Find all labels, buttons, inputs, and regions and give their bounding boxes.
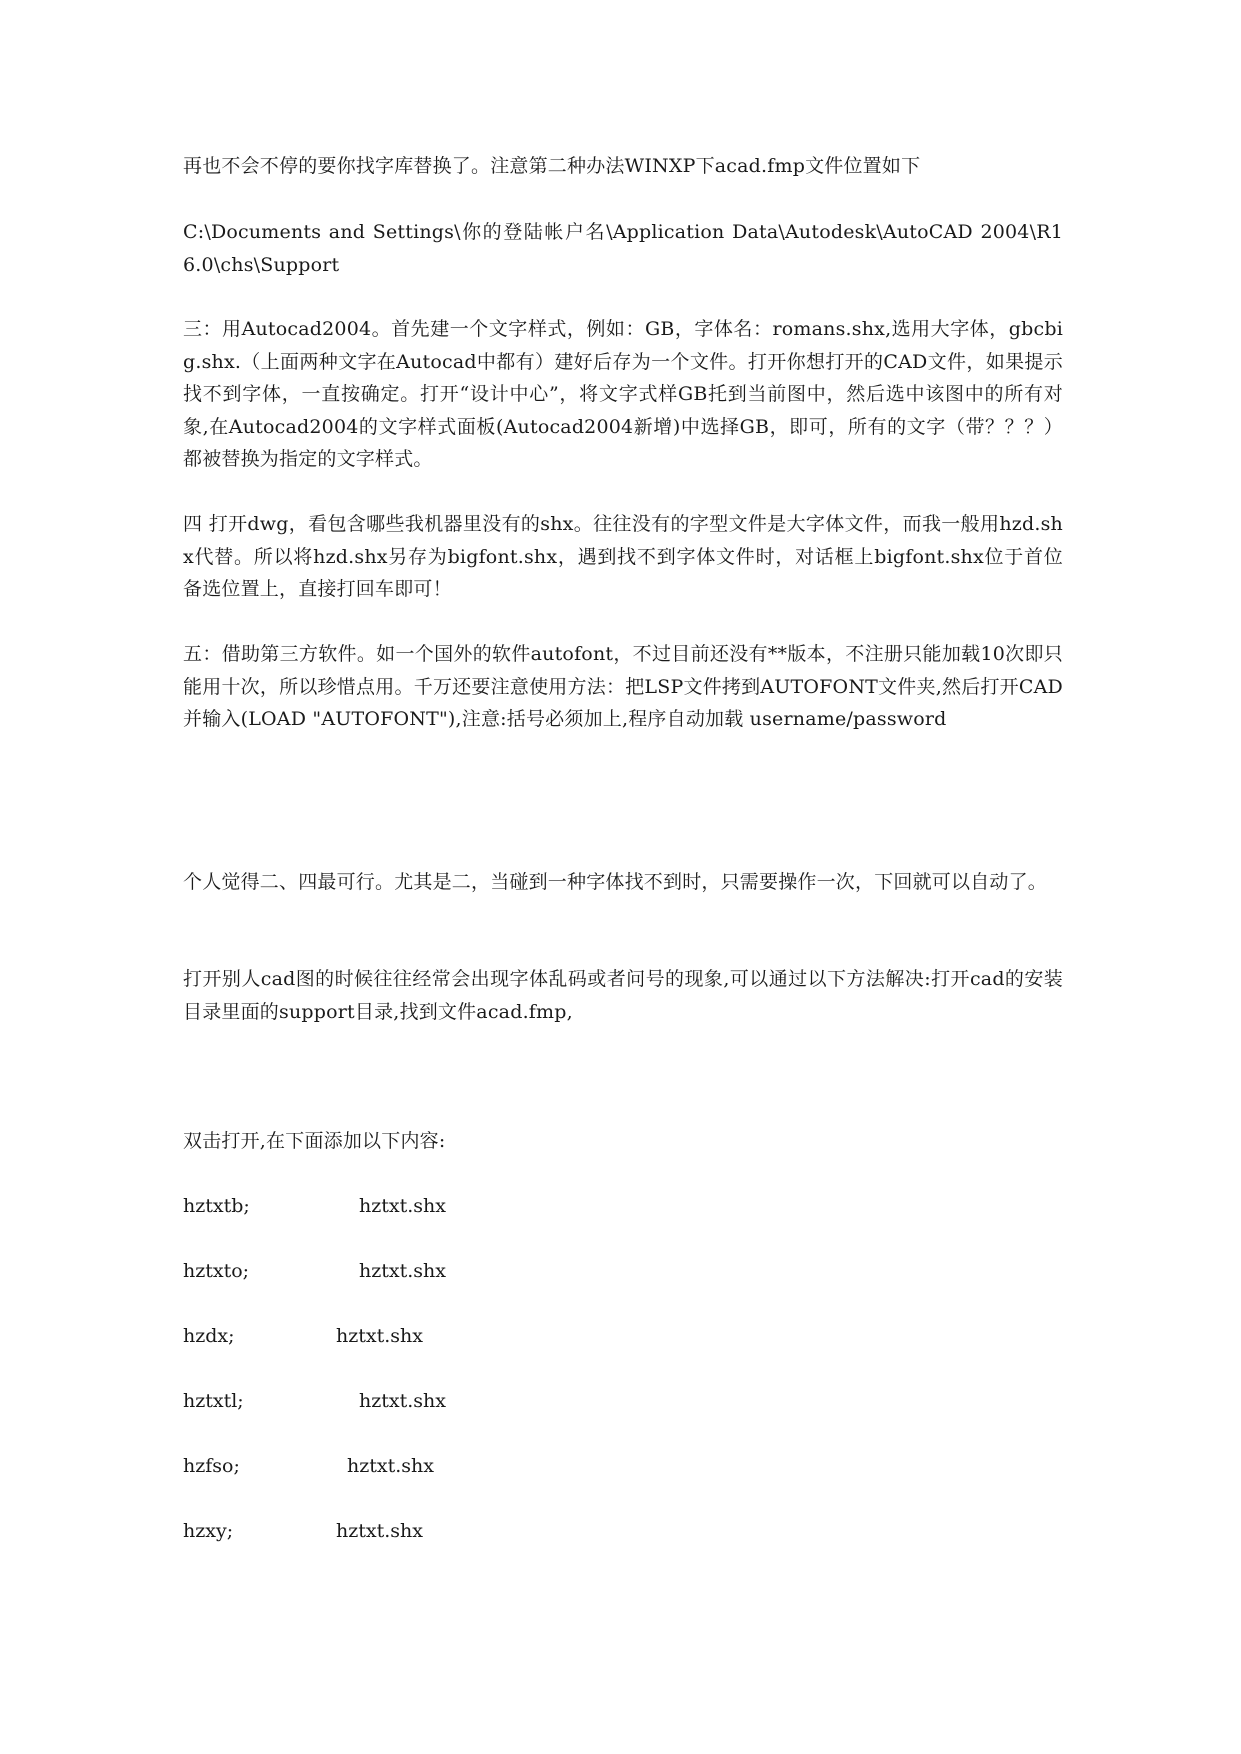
paragraph-method-three: 三：用Autocad2004。首先建一个文字样式，例如：GB，字体名：romans.shx,选用大字体，gbcbig.shx.（上面两种文字在Autocad中都有）建好后存为一个文件。打开你想打开的CAD文件，如果提示找不到字体，一直按确定。打开“设计中心”，将文字式样GB托到当前图中，然后选中该图中的所有对象,在Autocad2004的文字样式面板(Autocad2004新增)中选择GB，即可，所有的文字（带？？？）都被替换为指定的文字样式。 — [183, 318, 1063, 470]
paragraph-fmp-path: C:\Documents and Settings\你的登陆帐户名\Application Data\Autodesk\AutoCAD 2004\R16.0\chs\Support — [183, 221, 1063, 276]
mapping-key: hztxtb; — [183, 1195, 250, 1217]
mapping-value: hztxt.shx — [359, 1195, 446, 1217]
mapping-value: hztxt.shx — [359, 1260, 446, 1282]
mapping-value: hztxt.shx — [359, 1390, 446, 1412]
paragraph-personal-opinion: 个人觉得二、四最可行。尤其是二，当碰到一种字体找不到时，只需要操作一次，下回就可以自动了。 — [183, 871, 1048, 893]
paragraph-fmp-location-intro: 再也不会不停的要你找字库替换了。注意第二种办法WINXP下acad.fmp文件位置如下 — [183, 155, 921, 177]
mapping-key: hzfso; — [183, 1455, 240, 1477]
paragraph-method-four: 四 打开dwg，看包含哪些我机器里没有的shx。往往没有的字型文件是大字体文件，而我一般用hzd.shx代替。所以将hzd.shx另存为bigfont.shx，遇到找不到字体文件时，对话框上bigfont.shx位于首位备选位置上，直接打回车即可！ — [183, 513, 1063, 600]
mapping-value: hztxt.shx — [336, 1520, 423, 1542]
font-mapping-line — [183, 1515, 423, 1547]
paragraph-add-content: 双击打开,在下面添加以下内容: — [183, 1130, 446, 1152]
mapping-key: hztxto; — [183, 1260, 250, 1282]
mapping-key: hzdx; — [183, 1325, 235, 1347]
mapping-key: hztxtl; — [183, 1390, 244, 1412]
font-mapping-line — [183, 1190, 446, 1222]
mapping-value: hztxt.shx — [347, 1455, 434, 1477]
mapping-key: hzxy; — [183, 1520, 234, 1542]
paragraph-method-five: 五：借助第三方软件。如一个国外的软件autofont，不过目前还没有**版本，不注册只能加载10次即只能用十次，所以珍惜点用。千万还要注意使用方法：把LSP文件拷到AUTOFONT文件夹,然后打开CAD并输入(LOAD "AUTOFONT"),注意:括号必须加上,程序自动加载 username/password — [183, 643, 1063, 730]
font-mapping-line — [183, 1320, 423, 1352]
mapping-value: hztxt.shx — [336, 1325, 423, 1347]
font-mapping-line — [183, 1255, 446, 1287]
font-mapping-line — [183, 1450, 434, 1482]
font-mapping-line — [183, 1385, 446, 1417]
paragraph-open-fmp-instructions: 打开别人cad图的时候往往经常会出现字体乱码或者问号的现象,可以通过以下方法解决:打开cad的安装目录里面的support目录,找到文件acad.fmp, — [183, 968, 1063, 1023]
